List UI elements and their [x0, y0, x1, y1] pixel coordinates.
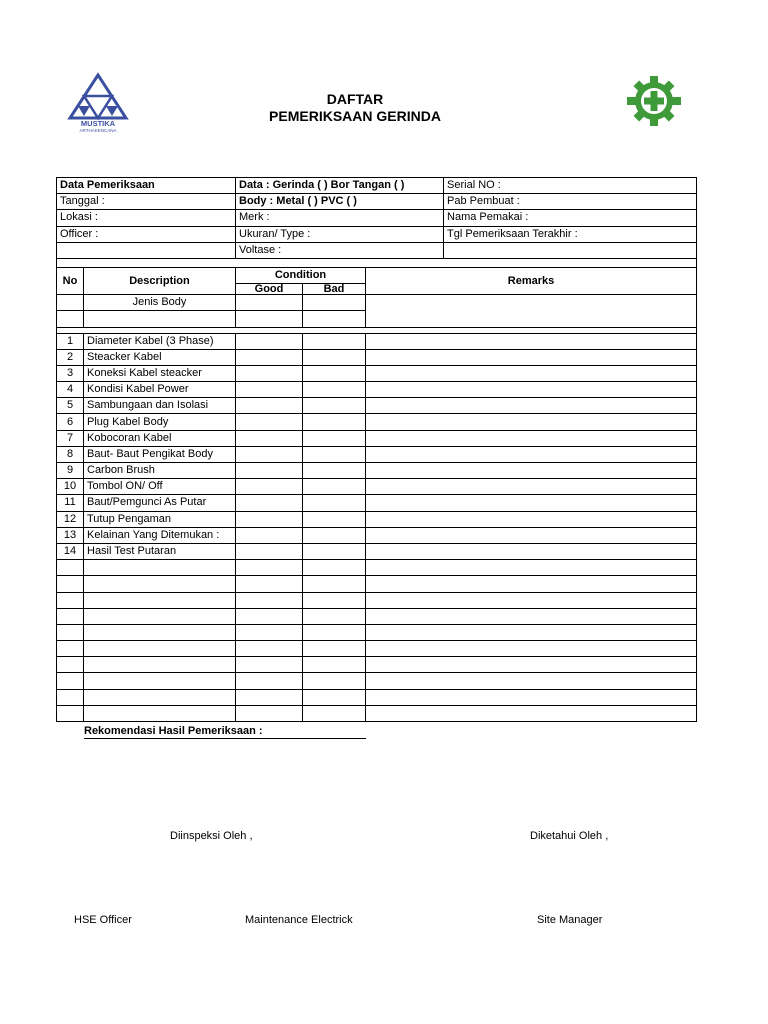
bad-cell[interactable] — [303, 398, 366, 414]
remarks-cell[interactable] — [366, 430, 697, 446]
remarks-cell[interactable] — [366, 689, 697, 705]
item-no — [57, 657, 84, 673]
item-description — [84, 689, 236, 705]
bad-cell[interactable] — [303, 382, 366, 398]
info-cell[interactable]: Nama Pemakai : — [444, 210, 697, 226]
table-row — [57, 463, 697, 479]
page-subtitle: PEMERIKSAAN GERINDA — [269, 108, 441, 124]
item-description: Koneksi Kabel steacker — [84, 365, 236, 381]
spacer-cell — [57, 258, 697, 267]
remarks-cell[interactable] — [366, 463, 697, 479]
bad-cell[interactable] — [303, 705, 366, 721]
info-row — [57, 226, 697, 242]
item-description: Carbon Brush — [84, 463, 236, 479]
info-row — [57, 242, 697, 258]
green-cross-gear-icon — [626, 76, 682, 126]
item-no: 11 — [57, 495, 84, 511]
table-row — [57, 641, 697, 657]
good-cell[interactable] — [236, 705, 303, 721]
info-cell[interactable]: Body : Metal ( ) PVC ( ) — [236, 194, 444, 210]
item-no: 10 — [57, 479, 84, 495]
good-cell[interactable] — [236, 543, 303, 559]
remarks-cell[interactable] — [366, 673, 697, 689]
table-row — [57, 543, 697, 559]
header-bad: Bad — [303, 284, 366, 295]
item-no — [57, 576, 84, 592]
bad-cell[interactable] — [303, 333, 366, 349]
table-row — [57, 333, 697, 349]
info-row — [57, 178, 697, 194]
item-description — [84, 560, 236, 576]
item-no — [57, 560, 84, 576]
good-cell[interactable] — [236, 576, 303, 592]
item-no: 8 — [57, 446, 84, 462]
good-cell[interactable] — [236, 311, 303, 327]
good-cell[interactable] — [236, 430, 303, 446]
info-cell[interactable]: Pab Pembuat : — [444, 194, 697, 210]
remarks-cell[interactable] — [366, 657, 697, 673]
item-description: Baut- Baut Pengikat Body — [84, 446, 236, 462]
table-row — [57, 365, 697, 381]
good-cell[interactable] — [236, 365, 303, 381]
good-cell[interactable] — [236, 295, 303, 311]
table-row — [57, 608, 697, 624]
header-good: Good — [236, 284, 303, 295]
bad-cell[interactable] — [303, 365, 366, 381]
item-no: 2 — [57, 349, 84, 365]
item-description: Plug Kabel Body — [84, 414, 236, 430]
jenis-body-no — [57, 295, 84, 311]
good-cell[interactable] — [236, 608, 303, 624]
remarks-cell[interactable] — [366, 495, 697, 511]
bad-cell[interactable] — [303, 592, 366, 608]
jenis-body-label: Jenis Body — [84, 295, 236, 311]
table-row — [57, 624, 697, 640]
bad-cell[interactable] — [303, 463, 366, 479]
item-no: 3 — [57, 365, 84, 381]
good-cell[interactable] — [236, 511, 303, 527]
spacer-row — [57, 258, 697, 267]
bad-cell[interactable] — [303, 430, 366, 446]
good-cell[interactable] — [236, 560, 303, 576]
item-no: 5 — [57, 398, 84, 414]
item-description: Diameter Kabel (3 Phase) — [84, 333, 236, 349]
bad-cell[interactable] — [303, 446, 366, 462]
empty-cell — [84, 311, 236, 327]
logo-subtext: ARTHAKENCANA — [79, 128, 117, 133]
remarks-cell[interactable] — [366, 705, 697, 721]
table-row — [57, 592, 697, 608]
info-row — [57, 210, 697, 226]
item-description — [84, 592, 236, 608]
inspection-form-table — [56, 177, 697, 722]
good-cell[interactable] — [236, 657, 303, 673]
good-cell[interactable] — [236, 624, 303, 640]
recommendation-label: Rekomendasi Hasil Pemeriksaan : — [84, 725, 366, 739]
item-no — [57, 608, 84, 624]
table-row — [57, 511, 697, 527]
table-row — [57, 414, 697, 430]
remarks-cell[interactable] — [366, 641, 697, 657]
remarks-cell[interactable] — [366, 511, 697, 527]
remarks-cell[interactable] — [366, 543, 697, 559]
bad-cell[interactable] — [303, 311, 366, 327]
bad-cell[interactable] — [303, 349, 366, 365]
remarks-cell[interactable] — [366, 576, 697, 592]
item-description — [84, 657, 236, 673]
item-no: 6 — [57, 414, 84, 430]
bad-cell[interactable] — [303, 657, 366, 673]
good-cell[interactable] — [236, 349, 303, 365]
remarks-cell[interactable] — [366, 295, 697, 327]
info-row — [57, 194, 697, 210]
info-cell[interactable]: Ukuran/ Type : — [236, 226, 444, 242]
table-row — [57, 479, 697, 495]
bad-cell[interactable] — [303, 641, 366, 657]
item-description: Baut/Pemgunci As Putar — [84, 495, 236, 511]
site-manager-label: Site Manager — [537, 914, 603, 926]
hse-officer-label: HSE Officer — [74, 914, 132, 926]
good-cell[interactable] — [236, 641, 303, 657]
bad-cell[interactable] — [303, 414, 366, 430]
bad-cell[interactable] — [303, 673, 366, 689]
item-no: 1 — [57, 333, 84, 349]
item-description: Steacker Kabel — [84, 349, 236, 365]
header-remarks: Remarks — [366, 267, 697, 294]
bad-cell[interactable] — [303, 479, 366, 495]
remarks-cell[interactable] — [366, 479, 697, 495]
remarks-cell[interactable] — [366, 608, 697, 624]
item-no — [57, 705, 84, 721]
table-row — [57, 705, 697, 721]
remarks-cell[interactable] — [366, 333, 697, 349]
remarks-cell[interactable] — [366, 349, 697, 365]
header-no: No — [57, 267, 84, 294]
item-description — [84, 576, 236, 592]
info-cell[interactable]: Merk : — [236, 210, 444, 226]
remarks-cell[interactable] — [366, 560, 697, 576]
remarks-cell[interactable] — [366, 398, 697, 414]
info-cell[interactable]: Officer : — [57, 226, 236, 242]
table-row — [57, 673, 697, 689]
bad-cell[interactable] — [303, 560, 366, 576]
good-cell[interactable] — [236, 414, 303, 430]
acknowledged-by-label: Diketahui Oleh , — [530, 830, 609, 842]
item-no — [57, 673, 84, 689]
bad-cell[interactable] — [303, 527, 366, 543]
item-description — [84, 641, 236, 657]
info-cell[interactable]: Tgl Pemeriksaan Terakhir : — [444, 226, 697, 242]
item-description: Tombol ON/ Off — [84, 479, 236, 495]
remarks-cell[interactable] — [366, 527, 697, 543]
table-row — [57, 689, 697, 705]
info-cell[interactable]: Voltase : — [236, 242, 444, 258]
item-no — [57, 592, 84, 608]
company-logo — [64, 72, 132, 134]
item-no: 14 — [57, 543, 84, 559]
remarks-cell[interactable] — [366, 624, 697, 640]
logo-text: MUSTIKA — [80, 119, 116, 128]
bad-cell[interactable] — [303, 511, 366, 527]
good-cell[interactable] — [236, 673, 303, 689]
item-description — [84, 608, 236, 624]
table-row — [57, 446, 697, 462]
item-description: Kobocoran Kabel — [84, 430, 236, 446]
item-description — [84, 705, 236, 721]
good-cell[interactable] — [236, 463, 303, 479]
item-description: Kondisi Kabel Power — [84, 382, 236, 398]
empty-cell — [57, 311, 84, 327]
item-description: Kelainan Yang Ditemukan : — [84, 527, 236, 543]
info-cell — [57, 242, 236, 258]
remarks-cell[interactable] — [366, 365, 697, 381]
item-description — [84, 673, 236, 689]
table-row — [57, 576, 697, 592]
good-cell[interactable] — [236, 495, 303, 511]
bad-cell[interactable] — [303, 608, 366, 624]
table-row — [57, 527, 697, 543]
item-no: 13 — [57, 527, 84, 543]
table-row — [57, 349, 697, 365]
header-description: Description — [84, 267, 236, 294]
remarks-cell[interactable] — [366, 382, 697, 398]
item-description — [84, 624, 236, 640]
item-no: 9 — [57, 463, 84, 479]
info-cell[interactable]: Lokasi : — [57, 210, 236, 226]
bad-cell[interactable] — [303, 543, 366, 559]
table-row — [57, 382, 697, 398]
table-row — [57, 398, 697, 414]
item-description: Sambungaan dan Isolasi — [84, 398, 236, 414]
table-row — [57, 657, 697, 673]
bad-cell[interactable] — [303, 689, 366, 705]
table-row — [57, 495, 697, 511]
bad-cell[interactable] — [303, 624, 366, 640]
inspected-by-label: Diinspeksi Oleh , — [170, 830, 253, 842]
good-cell[interactable] — [236, 382, 303, 398]
good-cell[interactable] — [236, 527, 303, 543]
page-title: DAFTAR — [326, 91, 384, 107]
good-cell[interactable] — [236, 398, 303, 414]
table-row — [57, 430, 697, 446]
good-cell[interactable] — [236, 689, 303, 705]
item-no: 7 — [57, 430, 84, 446]
header-condition: Condition — [236, 267, 366, 283]
maintenance-label: Maintenance Electrick — [245, 914, 353, 926]
item-description: Tutup Pengaman — [84, 511, 236, 527]
item-no: 4 — [57, 382, 84, 398]
item-no — [57, 624, 84, 640]
good-cell[interactable] — [236, 592, 303, 608]
item-description: Hasil Test Putaran — [84, 543, 236, 559]
info-cell[interactable]: Tanggal : — [57, 194, 236, 210]
info-cell[interactable]: Serial NO : — [444, 178, 697, 194]
good-cell[interactable] — [236, 333, 303, 349]
info-cell — [444, 242, 697, 258]
header-row — [57, 267, 697, 283]
item-no — [57, 689, 84, 705]
remarks-cell[interactable] — [366, 446, 697, 462]
info-cell: Data Pemeriksaan — [57, 178, 236, 194]
info-cell[interactable]: Data : Gerinda ( ) Bor Tangan ( ) — [236, 178, 444, 194]
good-cell[interactable] — [236, 446, 303, 462]
remarks-cell[interactable] — [366, 414, 697, 430]
item-no — [57, 641, 84, 657]
bad-cell[interactable] — [303, 576, 366, 592]
good-cell[interactable] — [236, 479, 303, 495]
jenis-body-row — [57, 295, 697, 311]
table-row — [57, 560, 697, 576]
bad-cell[interactable] — [303, 295, 366, 311]
bad-cell[interactable] — [303, 495, 366, 511]
remarks-cell[interactable] — [366, 592, 697, 608]
item-no: 12 — [57, 511, 84, 527]
